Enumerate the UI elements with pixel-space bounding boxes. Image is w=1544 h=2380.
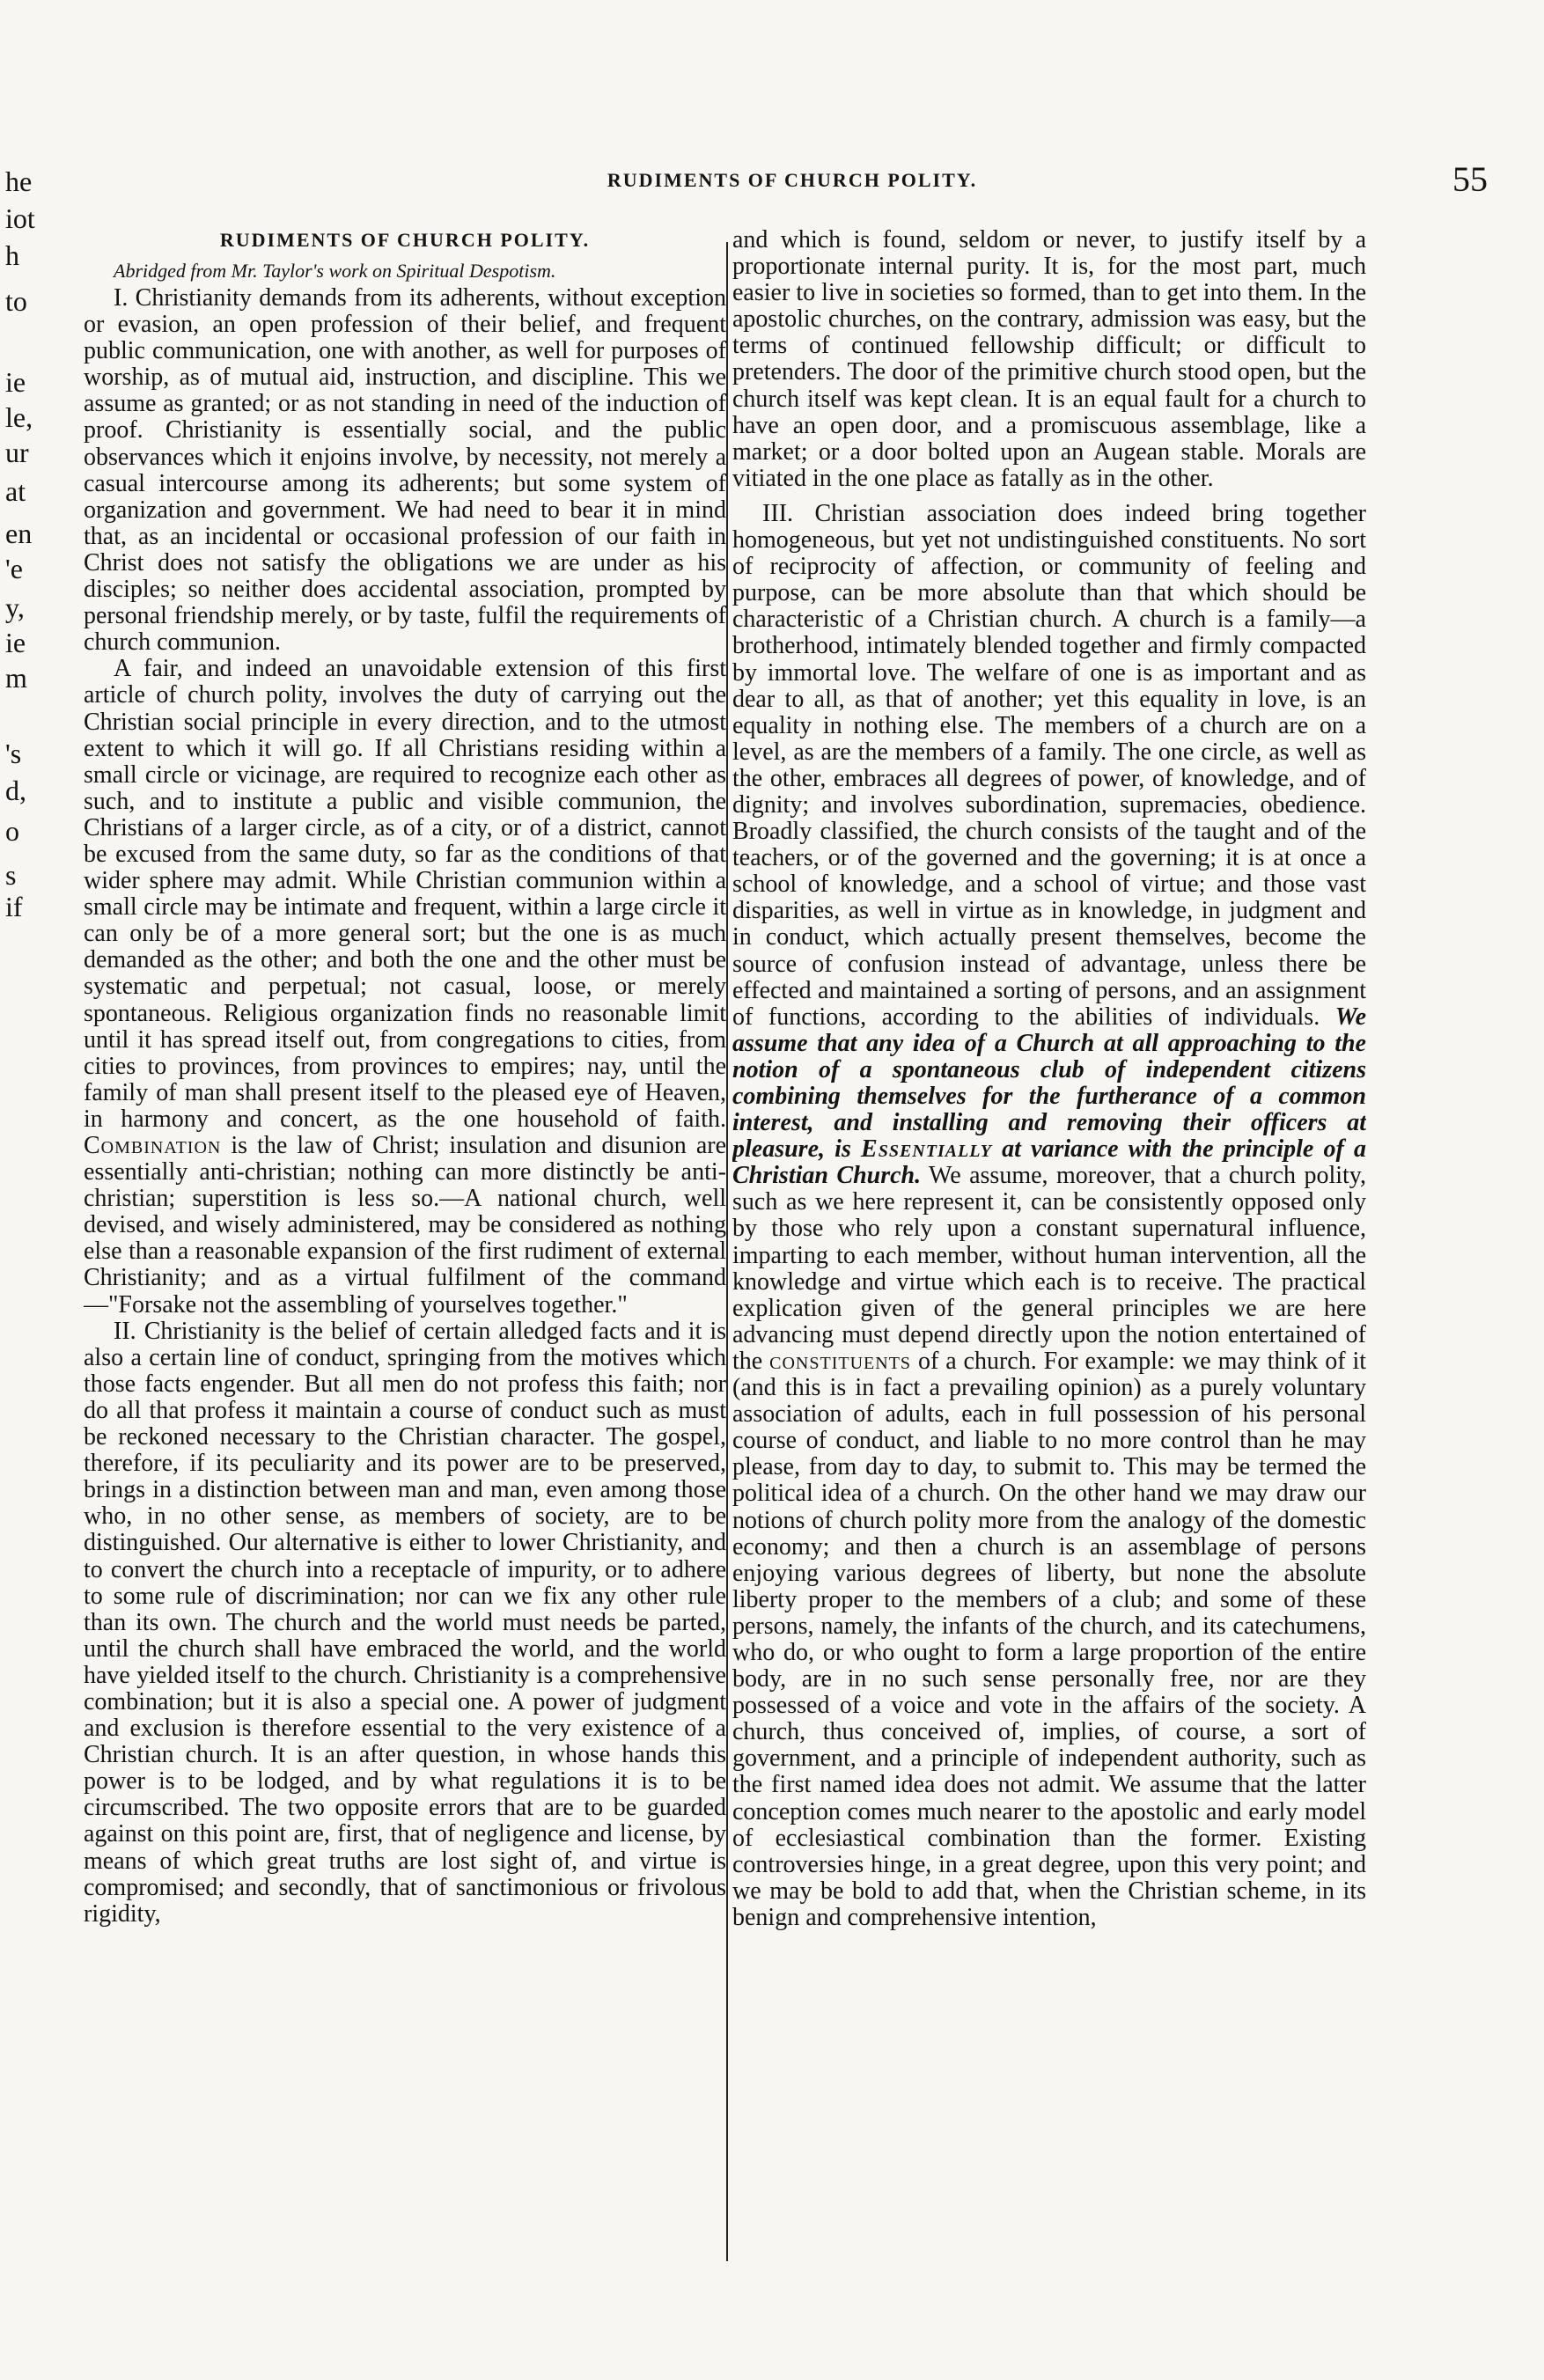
essentially-term: Essentially <box>861 1135 992 1164</box>
paragraph-2-tail: is the law of Christ; insulation and disunion are essentially anti-christian; nothing can more distinctly be anti-christian; superstition is less so.—A national church, well devised, and wisely administered, may be considered as nothing else than a reasonable expansion of the first rudiment of external Christianity; and as a virtual fulfilment of the command—"Forsake not the assembling of yourselves together." <box>84 1132 726 1319</box>
article-title: RUDIMENTS OF CHURCH POLITY. <box>219 229 591 251</box>
combination-term: Combination <box>84 1132 222 1159</box>
paragraph-4: and which is found, seldom or never, to justify itself by a proportionate internal purity. It is, for the most part, much easier to live in societies so formed, than to get into them. In the apostolic churches, on the contrary, admission was easy, but the terms of continued fellowship difficult; or difficult to pretenders. The door of the primitive church stood open, but the church itself was kept clean. It is an equal fault for a church to have an open door, and a promiscuous assemblage, like a market; or a door bolted upon an Augean stable. Morals are vitiated in the one place as fatally as in the other. <box>732 227 1366 492</box>
constituents-term: constituents <box>769 1347 912 1375</box>
margin-fragment: he <box>5 165 33 197</box>
margin-fragment: ie <box>5 366 26 398</box>
margin-fragment: m <box>5 662 27 694</box>
margin-fragment: to <box>5 285 27 317</box>
paragraph-2-text: A fair, and indeed an unavoidable extension of this first article of church polity, involves the duty of carrying out the Christian social principle in every direction, and to the utmost extent to which it will go. If all Christians residing within a small circle or vicinage, are required to recognize each other as such, and to institute a public and visible communion, the Christians of a larger circle, as of a city, or of a district, cannot be excused from the same duty, so far as the conditions of that wider sphere may admit. While Christian communion within a small circle may be intimate and frequent, within a large circle it can only be of a more general sort; but the one is as much demanded as the other; and both the one and the other must be systematic and perpetual; not casual, loose, or merely spontaneous. Religious organization finds no reasonable limit until it has spread itself out, from congregations to cities, from cities to provinces, from provinces to empires; nay, until the family of man shall present itself to the pleased eye of Heaven, in harmony and concert, as the one household of faith. <box>84 655 726 1133</box>
margin-fragment: at <box>5 475 26 507</box>
page-number: 55 <box>1452 159 1488 199</box>
margin-fragment: en <box>5 518 33 549</box>
column-rule <box>726 242 728 2261</box>
paragraph-3: II. Christianity is the belief of certain alledged facts and it is also a certain line of conduct, springing from the motives which those facts engender. But all men do not profess this faith; nor do all that profess it maintain a course of conduct such as must be reckoned necessary to the Christian character. The gospel, therefore, if its peculiarity and its power are to be preserved, brings in a distinction between man and man, even among those who, in no other sense, as members of society, are to be distinguished. Our alternative is either to lower Christianity, and to convert the church into a receptacle of impurity, or to adhere to some rule of discrimination; nor can we fix any other rule than its own. The church and the world must needs be parted, until the church shall have embraced the world, and the world have yielded itself to the church. Christianity is a comprehensive combination; but it is also a special one. A power of judgment and exclusion is therefore essential to the very existence of a Christian church. It is an after question, in whose hands this power is to be lodged, and by what regulations it is to be circumscribed. The two opposite errors that are to be guarded against on this point are, first, that of negligence and license, by means of which great truths are lost sight of, and virtue is compromised; and secondly, that of sanctimonious or frivolous rigidity, <box>84 1317 726 1928</box>
paragraph-5 <box>732 501 1366 1931</box>
right-column <box>732 227 1366 2283</box>
margin-fragment: h <box>5 239 19 271</box>
margin-fragment: y, <box>5 591 25 623</box>
margin-fragment: if <box>5 891 23 922</box>
paragraph-1: I. Christianity demands from its adherents, without exception or evasion, an open profession of their belief, and frequent public communication, one with another, as well for purposes of worship, as of mutual aid, instruction, and discipline. This we assume as granted; or as not standing in need of the induction of proof. Christianity is essentially social, and the public observances which it enjoins involve, by necessity, not merely a casual intercourse among its adherents; but some system of organization and government. We had need to bear it in mind that, as an incidental or occasional profession of our faith in Christ does not satisfy the obligations we are under as his disciples; so neither does accidental association, prompted by personal friendship merely, or by taste, fulfil the requirements of church communion. <box>84 284 726 657</box>
paragraph-5-tail: We assume, moreover, that a church polity, such as we here represent it, can be consistently opposed only by those who rely upon a constant supernatural influence, imparting to each member, without human intervention, all the knowledge and virtue which each is to receive. The practical explication given of the general principles we are here advancing must depend directly upon the notion entertained of the <box>732 1162 1366 1375</box>
article-byline: Abridged from Mr. Taylor's work on Spiritual Despotism. <box>114 260 556 282</box>
margin-fragment: ie <box>5 627 26 658</box>
margin-fragment: o <box>5 815 19 847</box>
paragraph-2 <box>84 656 726 1318</box>
left-column <box>84 227 726 2283</box>
margin-fragment: ur <box>5 437 29 468</box>
running-head: RUDIMENTS OF CHURCH POLITY. <box>607 169 978 191</box>
italic-assumption-end: at variance with the principle of a Christian Church. <box>732 1135 1366 1190</box>
margin-fragment: le, <box>5 401 33 433</box>
margin-fragment: s <box>5 859 17 891</box>
italic-assumption: We assume that any idea of a Church at all approaching to the notion of a spontaneous club of independent citizens combining themselves for the furtherance of a common interest, and installing and removing their officers at pleasure, is <box>732 1003 1366 1164</box>
paragraph-5-tail-2: of a church. For example: we may think of it (and this is in fact a prevailing opinion) as a purely voluntary association of adults, each in full possession of his personal course of conduct, and liable to no more control than he may please, from day to day, to submit to. This may be termed the political idea of a church. On the other hand we may draw our notions of church polity more from the analogy of the domestic economy; and then a church is an assemblage of persons enjoying various degrees of liberty, but none the absolute liberty proper to the members of a club; and some of these persons, namely, the infants of the church, and its catechumens, who do, or who ought to form a large proportion of the entire body, are in no such sense personally free, nor are they possessed of a voice and vote in the affairs of the society. A church, thus conceived of, implies, of course, a sort of government, and a principle of independent authority, such as the first named idea does not admit. We assume that the latter conception comes much nearer to the apostolic and early model of ecclesiastical combination than the former. Existing controversies hinge, in a great degree, upon this very point; and we may be bold to add that, when the Christian scheme, in its benign and comprehensive intention, <box>732 1347 1366 1931</box>
margin-fragment: d, <box>5 775 26 806</box>
margin-fragment: iot <box>5 202 35 234</box>
margin-fragment: 'e <box>5 553 23 584</box>
margin-fragment: 's <box>5 738 22 769</box>
paragraph-5-text: III. Christian association does indeed bring together homogeneous, but yet not undistinguished constituents. No sort of reciprocity of affection, or community of feeling and purpose, can be more absolute than that which should be characteristic of a Christian church. A church is a family—a brotherhood, intimately blended together and firmly compacted by immortal love. The welfare of one is as important and as dear to all, as that of another; yet this equality in love, is an equality in nothing else. The members of a church are on a level, as are the members of a family. The one circle, as well as the other, embraces all degrees of power, of knowledge, and of dignity; and involves subordination, supremacies, obedience. Broadly classified, the church consists of the taught and of the teachers, or of the governed and the governing; it is at once a school of knowledge, and a school of virtue; and those vast disparities, as well in virtue as in knowledge, in judgment and in conduct, which actually present themselves, become the source of confusion instead of advantage, unless there be effected and maintained a sorting of persons, and an assignment of functions, according to the abilities of individuals. <box>732 499 1366 1031</box>
